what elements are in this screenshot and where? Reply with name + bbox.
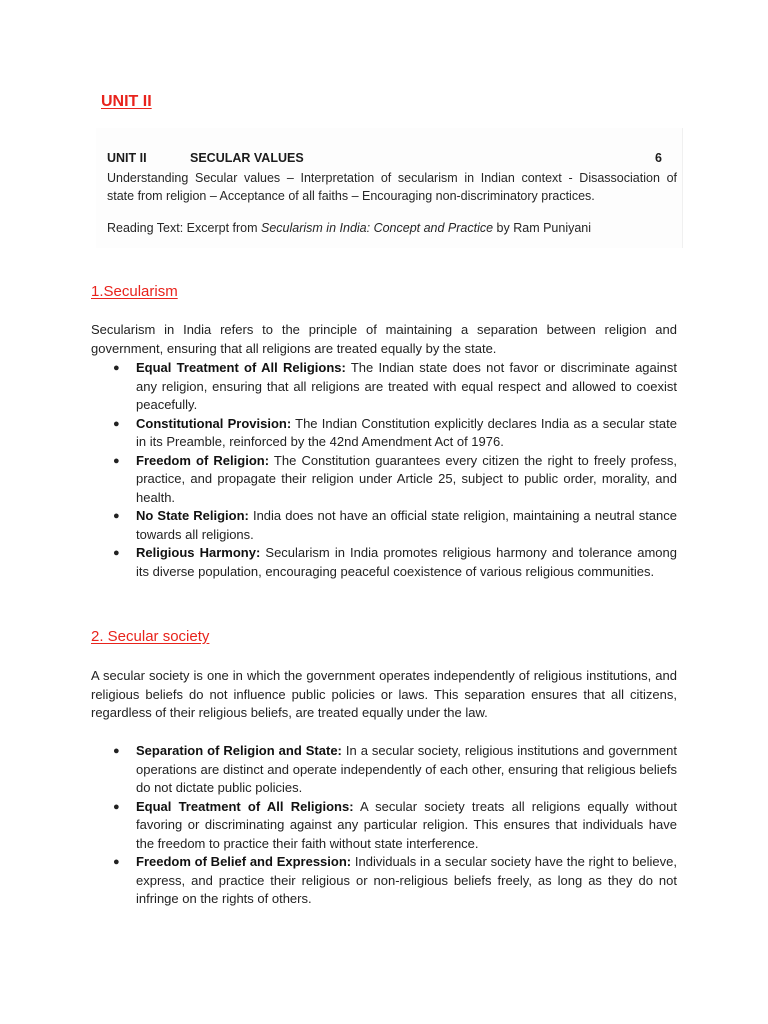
bullet-icon: ● bbox=[113, 800, 120, 813]
bullet-text: A secular society treats all religions equally without favoring or discriminating against any particular religion. This ensures that individuals have the freedom to practice their faith without state interference. bbox=[136, 798, 677, 851]
list-item bbox=[91, 359, 677, 415]
bullet-term: Freedom of Religion: bbox=[136, 452, 270, 468]
syllabus-description-line: Understanding Secular values – Interpretation of secularism in Indian context - Disassociation of bbox=[107, 171, 677, 185]
section-title-secularism: 1.Secularism bbox=[91, 283, 178, 300]
list-item bbox=[91, 544, 677, 581]
bullet-term: Equal Treatment of All Religions: bbox=[136, 360, 346, 375]
list-item bbox=[91, 415, 677, 452]
bullet-icon: ● bbox=[113, 417, 120, 430]
bullet-icon: ● bbox=[113, 856, 120, 868]
bullet-text: The Constitution guarantees every citizen the right to freely profess, practice, and propagate their religion under Article 25, subject to public order, morality, and health. bbox=[136, 452, 678, 505]
bullet-list-secularism bbox=[91, 359, 677, 581]
bullet-term: Religious Harmony: bbox=[136, 545, 261, 560]
bullet-icon: ● bbox=[113, 362, 120, 374]
reading-prefix: Reading Text: Excerpt from bbox=[107, 221, 262, 235]
bullet-icon: ● bbox=[113, 454, 120, 467]
section-title-secular-society: 2. Secular society bbox=[91, 628, 210, 645]
reading-suffix: by Ram Puniyani bbox=[493, 221, 592, 235]
reading-text bbox=[107, 221, 591, 235]
syllabus-description-line: state from religion – Acceptance of all faiths – Encouraging non-discriminatory practices. bbox=[107, 189, 595, 203]
list-item bbox=[91, 452, 677, 508]
bullet-list-secular-society bbox=[91, 742, 677, 909]
section-intro-secular-society: A secular society is one in which the government operates independently of religious institutions, and religious beliefs do not influence public policies or laws. This separation ensures that all citizens, regardless of their religious beliefs, are treated equally under the law. bbox=[91, 668, 677, 720]
unit-heading: UNIT II bbox=[101, 93, 152, 110]
bullet-term: Separation of Religion and State: bbox=[136, 743, 342, 758]
list-item bbox=[91, 853, 677, 909]
syllabus-excerpt bbox=[96, 128, 683, 248]
bullet-term: Freedom of Belief and Expression: bbox=[136, 854, 352, 869]
bullet-term: Equal Treatment of All Religions: bbox=[136, 798, 354, 814]
reading-book-title: Secularism in India: Concept and Practice bbox=[261, 221, 494, 235]
bullet-icon: ● bbox=[113, 745, 120, 757]
bullet-term: Constitutional Provision: bbox=[136, 415, 292, 431]
bullet-icon: ● bbox=[113, 547, 120, 559]
bullet-text: Secularism in India promotes religious harmony and tolerance among its diverse population, encouraging peaceful coexistence of various religious communities. bbox=[136, 545, 677, 579]
syllabus-description bbox=[107, 169, 677, 205]
syllabus-unit: UNIT II bbox=[107, 151, 147, 165]
bullet-term: No State Religion: bbox=[136, 508, 249, 523]
syllabus-title: SECULAR VALUES bbox=[190, 151, 304, 165]
bullet-text: In a secular society, religious institutions and government operations are distinct and operate independently of each other, ensuring that religious beliefs do not dictate public policies. bbox=[136, 743, 677, 795]
bullet-text: The Indian Constitution explicitly declares India as a secular state in its Preamble, reinforced by the 42nd Amendment Act of 1976. bbox=[136, 415, 677, 449]
syllabus-hours: 6 bbox=[655, 151, 662, 165]
list-item bbox=[91, 742, 677, 798]
bullet-text: India does not have an official state religion, maintaining a neutral stance towards all religions. bbox=[136, 508, 677, 542]
list-item bbox=[91, 798, 677, 854]
section-intro-secularism: Secularism in India refers to the principle of maintaining a separation between religion and government, ensuring that all religions are treated equally by the state. bbox=[91, 322, 677, 356]
list-item bbox=[91, 507, 677, 544]
bullet-icon: ● bbox=[113, 510, 120, 522]
bullet-text: Individuals in a secular society have the right to believe, express, and practice their religious or non-religious beliefs freely, as long as they do not infringe on the rights of others. bbox=[136, 854, 678, 906]
bullet-text: The Indian state does not favor or discriminate against any religion, ensuring that all religions are treated with equal respect and allowed to coexist peacefully. bbox=[136, 360, 677, 412]
